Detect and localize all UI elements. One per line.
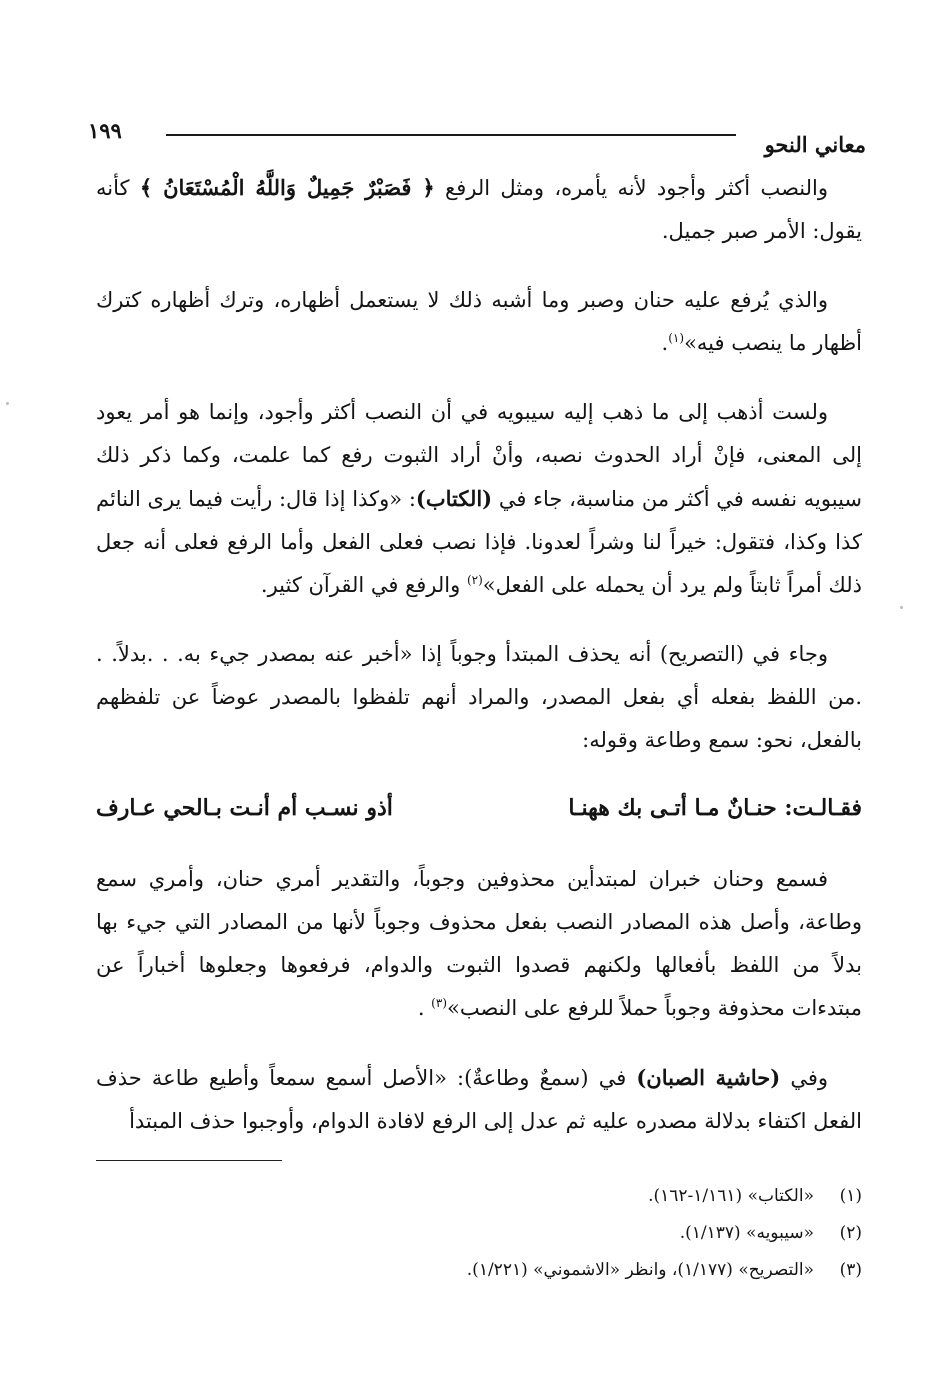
paragraph-3-tail: والرفع في القرآن كثير. <box>260 573 467 597</box>
paragraph-2 <box>96 279 862 365</box>
paragraph-3 <box>96 391 862 607</box>
paragraph-6-text: وفي <box>780 1066 828 1090</box>
book-title-kitab: (الكتاب) <box>415 486 493 511</box>
footnote-ref-2: (٢) <box>466 573 483 587</box>
paragraph-1-tail: كأنه يقول: الأمر صبر جميل. <box>96 176 862 243</box>
paragraph-5 <box>96 858 862 1030</box>
main-text <box>96 166 862 1169</box>
paragraph-4 <box>96 633 862 762</box>
quran-verse: ﴿ فَصَبْرٌ جَمِيلٌ وَاللَّهُ الْمُسْتَعَانُ ﴾ <box>139 175 435 200</box>
poetry-verse <box>96 788 862 828</box>
paragraph-3-quote: : «وكذا إذا قال: رأيت فيما يرى النائم كذا وكذا، فتقول: خيراً لنا وشراً لعدونا. فإذا نصب فعلى الفعل وأما الرفع فعلى أنه جعل ذلك أمراً ثابتاً ولم يرد أن يحمله على الفعل» <box>96 487 862 597</box>
header-rule <box>166 134 736 136</box>
book-title-hashiya: (حاشية الصبان) <box>636 1065 781 1090</box>
footnote-number: (٣) <box>839 1260 862 1280</box>
footnote-ref-1: (١) <box>668 331 685 345</box>
footnote-number: (١) <box>839 1186 862 1206</box>
paragraph-5-tail: . <box>417 996 432 1020</box>
scan-speck <box>900 606 903 609</box>
paragraph-2-tail: . <box>661 331 669 355</box>
page-header <box>88 112 866 172</box>
footnote-text: «سيبويه» (١/١٣٧). <box>679 1223 814 1243</box>
paragraph-5-text: فسمع وحنان خبران لمبتدأين محذوفين وجوباً، والتقدير أمري حنان، وأمري سمع وطاعة، وأصل هذه المصادر النصب بفعل محذوف وجوباً لأنها من المصادر التي جيء بها بدلاً من اللفظ بأفعالها ولكنهم قصدوا الثبوت والدوام، فرفعوها وجعلوها أخباراً عن مبتدءات محذوفة وجوباً حملاً للرفع على النصب» <box>96 867 862 1020</box>
footnote-text: «الكتاب» (١/١٦١-١٦٢). <box>648 1186 814 1206</box>
verse-first-hemistich: فقـالـت: حنـانٌ مـا أتـى بك ههنـا <box>568 795 862 821</box>
paragraph-1 <box>96 166 862 253</box>
scan-speck <box>6 402 9 405</box>
paragraph-1-text: والنصب أكثر وأجود لأنه يأمره، ومثل الرفع <box>434 176 828 200</box>
footnote-1 <box>96 1178 862 1215</box>
footnote-3 <box>96 1252 862 1289</box>
verse-second-hemistich: أذو نسـب أم أنـت بـالحي عـارف <box>96 795 393 821</box>
page-number: ١٩٩ <box>88 118 122 143</box>
footnote-separator <box>96 1160 282 1161</box>
footnote-ref-3: (٣) <box>431 996 447 1010</box>
paragraph-6-quote: في (سمعٌ وطاعةٌ): «الأصل أسمع سمعاً وأطيع طاعة حذف الفعل اكتفاء بدلالة مصدره عليه ثم عدل إلى الرفع لافادة الدوام، وأوجبوا حذف المبتدأ <box>96 1066 862 1133</box>
paragraph-2-text: والذي يُرفع عليه حنان وصبر وما أشبه ذلك لا يستعمل أظهاره، وترك أظهاره كترك أظهار ما ينصب فيه» <box>96 288 862 355</box>
paragraph-4-text: وجاء في (التصريح) أنه يحذف المبتدأ وجوباً إذا «أخبر عنه بمصدر جيء به. . .بدلاً. . .من اللفظ بفعله أي بفعل المصدر، والمراد أنهم تلفظوا بالمصدر عوضاً عن تلفظهم بالفعل، نحو: سمع وطاعة وقوله: <box>96 642 862 752</box>
footnote-number: (٢) <box>839 1223 862 1243</box>
footnotes <box>96 1178 862 1289</box>
paragraph-3-text: ولست أذهب إلى ما ذهب إليه سيبويه في أن النصب أكثر وأجود، وإنما هو أمر يعود إلى المعنى، فإنْ أراد الحدوث نصبه، وأنْ أراد الثبوت رفع كما علمت، وكما ذكر ذلك سيبويه نفسه في أكثر من مناسبة، جاء في <box>96 400 862 511</box>
running-title: معاني النحو <box>764 132 866 157</box>
footnote-text: «التصريح» (١/١٧٧)، وانظر «الاشموني» (١/٢٢١). <box>466 1260 814 1280</box>
footnote-2 <box>96 1215 862 1252</box>
paragraph-6 <box>96 1056 862 1143</box>
